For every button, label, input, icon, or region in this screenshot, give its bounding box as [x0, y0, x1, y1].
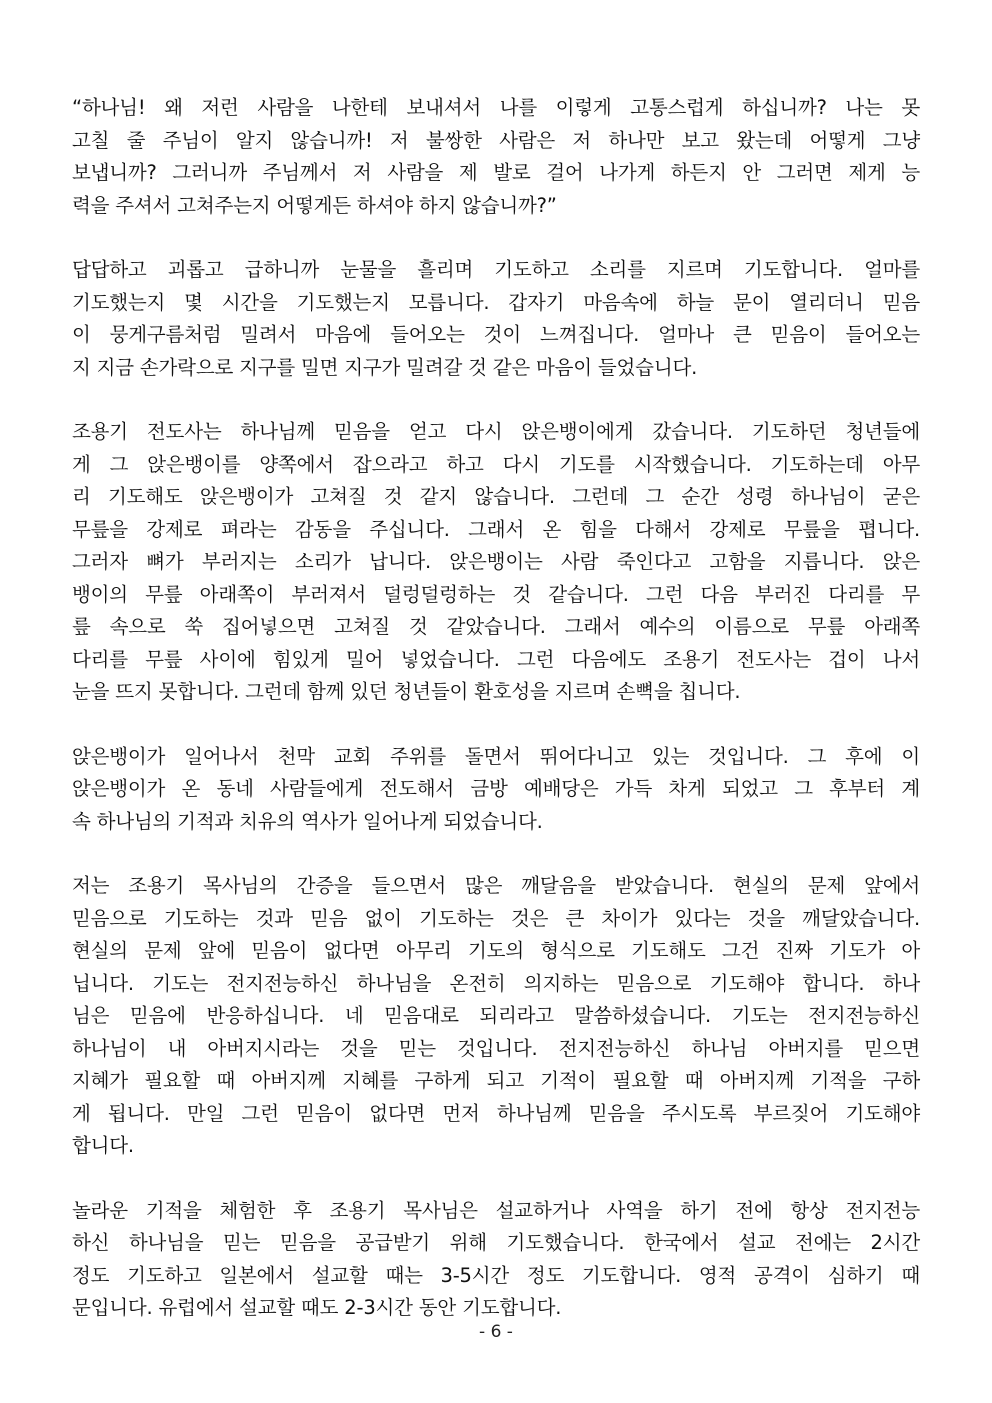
text-line: 조용기 전도사는 하나님께 믿음을 얻고 다시 앉은뱅이에게 갔습니다. 기도하던 청년들에	[72, 420, 920, 443]
text-line: 리 기도해도 앉은뱅이가 고쳐질 것 같지 않습니다. 그런데 그 순간 성령 하나님이 굳은	[72, 485, 920, 508]
text-line: 력을 주셔서 고쳐주는지 어떻게든 하셔야 하지 않습니까?”	[72, 193, 557, 217]
text-line: 보냅니까? 그러니까 주님께서 저 사람을 제 발로 걸어 나가게 하든지 안 그러면 제게 능	[72, 161, 920, 184]
text-line: 님은 믿음에 반응하십니다. 네 믿음대로 되리라고 말씀하셨습니다. 기도는 전지전능하신	[72, 1004, 920, 1027]
text-line: 답답하고 괴롭고 급하니까 눈물을 흘리며 기도하고 소리를 지르며 기도합니다. 얼마를	[72, 258, 920, 281]
text-line: 그러자 뼈가 부러지는 소리가 납니다. 앉은뱅이는 사람 죽인다고 고함을 지릅니다. 앉은	[72, 550, 920, 573]
paragraph	[72, 741, 920, 839]
text-line: 고칠 줄 주님이 알지 않습니까! 저 불쌍한 사람은 저 하나만 보고 왔는데 어떻게 그냥	[72, 128, 920, 152]
text-line: 현실의 문제 앞에 믿음이 없다면 아무리 기도의 형식으로 기도해도 그건 진짜 기도가 아	[72, 939, 920, 962]
text-line: 게 그 앉은뱅이를 양쪽에서 잡으라고 하고 다시 기도를 시작했습니다. 기도하는데 아무	[72, 452, 920, 476]
text-line: 닙니다. 기도는 전지전능하신 하나님을 온전히 의지하는 믿음으로 기도해야 합니다. 하나	[72, 971, 920, 995]
paragraph	[72, 1195, 920, 1325]
text-line: 하신 하나님을 믿는 믿음을 공급받기 위해 기도했습니다. 한국에서 설교 전에는 2시간	[72, 1231, 920, 1254]
page-number: - 6 -	[479, 1322, 513, 1342]
text-line: 뱅이의 무릎 아래쪽이 부러져서 덜렁덜렁하는 것 같습니다. 그런 다음 부러진 다리를 무	[72, 582, 920, 606]
text-line: 게 됩니다. 만일 그런 믿음이 없다면 먼저 하나님께 믿음을 주시도록 부르짖어 기도해야	[72, 1101, 920, 1125]
text-line: 합니다.	[72, 1134, 134, 1157]
text-line: 릎 속으로 쑥 집어넣으면 고쳐질 것 같았습니다. 그래서 예수의 이름으로 무릎 아래쪽	[72, 615, 921, 638]
text-line: 다리를 무릎 사이에 힘있게 밀어 넣었습니다. 그런 다음에도 조용기 전도사는 겁이 나서	[72, 647, 920, 671]
text-line: 이 뭉게구름처럼 밀려서 마음에 들어오는 것이 느껴집니다. 얼마나 큰 믿음이 들어오는	[72, 323, 920, 346]
paragraph	[72, 254, 920, 384]
paragraph	[72, 870, 920, 1163]
text-line: 무릎을 강제로 펴라는 감동을 주십니다. 그래서 온 힘을 다해서 강제로 무릎을 폅니다.	[72, 517, 920, 541]
text-line: 속 하나님의 기적과 치유의 역사가 일어나게 되었습니다.	[72, 809, 543, 833]
paragraph	[72, 92, 920, 222]
text-line: 하나님이 내 아버지시라는 것을 믿는 것입니다. 전지전능하신 하나님 아버지를 믿으면	[72, 1036, 920, 1060]
text-line: 정도 기도하고 일본에서 설교할 때는 3-5시간 정도 기도합니다. 영적 공격이 심하기 때	[72, 1263, 920, 1287]
text-line: 문입니다. 유럽에서 설교할 때도 2-3시간 동안 기도합니다.	[72, 1296, 562, 1319]
text-line: “하나님! 왜 저런 사람을 나한테 보내셔서 나를 이렇게 고통스럽게 하십니까? 나는 못	[72, 96, 920, 119]
text-line: 기도했는지 몇 시간을 기도했는지 모릅니다. 갑자기 마음속에 하늘 문이 열리더니 믿음	[72, 290, 920, 314]
text-line: 저는 조용기 목사님의 간증을 들으면서 많은 깨달음을 받았습니다. 현실의 문제 앞에서	[72, 874, 920, 897]
text-line: 눈을 뜨지 못합니다. 그런데 함께 있던 청년들이 환호성을 지르며 손뼉을 칩니다.	[72, 680, 741, 703]
text-line: 지혜가 필요할 때 아버지께 지혜를 구하게 되고 기적이 필요할 때 아버지께 기적을 구하	[72, 1069, 920, 1092]
text-line: 지 지금 손가락으로 지구를 밀면 지구가 밀려갈 것 같은 마음이 들었습니다.	[72, 355, 698, 379]
text-line: 앉은뱅이가 온 동네 사람들에게 전도해서 금방 예배당은 가득 차게 되었고 그 후부터 계	[72, 777, 920, 800]
text-line: 놀라운 기적을 체험한 후 조용기 목사님은 설교하거나 사역을 하기 전에 항상 전지전능	[72, 1198, 920, 1222]
body-text	[72, 92, 920, 1357]
text-line: 앉은뱅이가 일어나서 천막 교회 주위를 돌면서 뛰어다니고 있는 것입니다. 그 후에 이	[72, 744, 921, 768]
paragraph	[72, 416, 920, 709]
text-line: 믿음으로 기도하는 것과 믿음 없이 기도하는 것은 큰 차이가 있다는 것을 깨달았습니다.	[72, 906, 920, 930]
